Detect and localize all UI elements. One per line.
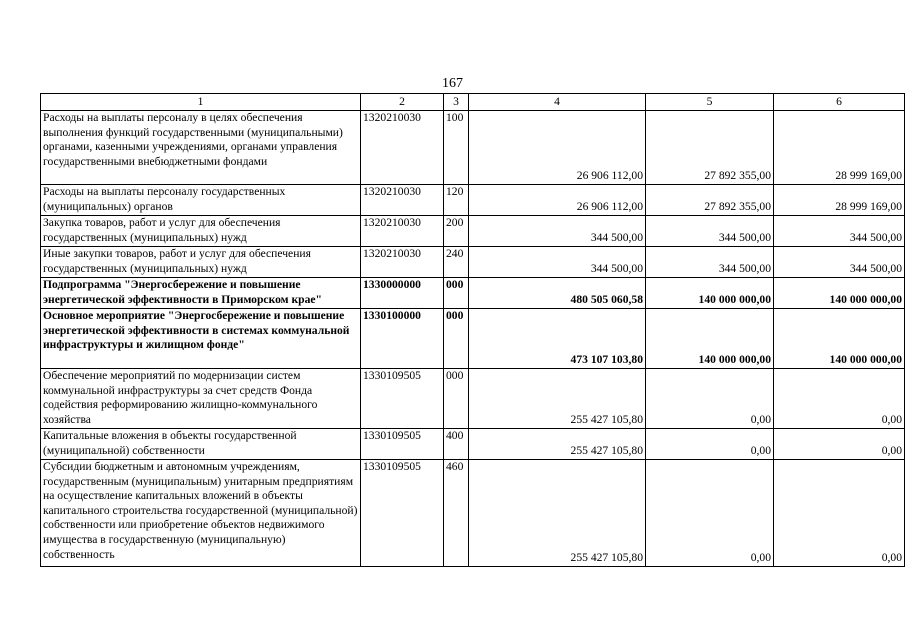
row-name-cell: Обеспечение мероприятий по модернизации систем коммунальной инфраструктуры за счет средств Фонда содействия реформированию жилищно-коммунального хозяйства <box>41 369 361 429</box>
row-code-cell: 1320210030 <box>361 216 444 247</box>
table-row <box>41 185 905 216</box>
row-value-2019-cell: 344 500,00 <box>469 247 646 278</box>
row-value-2021-cell: 28 999 169,00 <box>774 185 905 216</box>
row-value-2019-cell: 480 505 060,58 <box>469 278 646 309</box>
row-name-cell: Иные закупки товаров, работ и услуг для обеспечения государственных (муниципальных) нужд <box>41 247 361 278</box>
row-code-cell: 1330109505 <box>361 460 444 567</box>
row-value-2019-cell: 26 906 112,00 <box>469 111 646 185</box>
row-type-cell: 000 <box>444 278 469 309</box>
table-header-row <box>41 94 905 111</box>
row-value-2021-cell: 0,00 <box>774 460 905 567</box>
row-value-2020-cell: 27 892 355,00 <box>646 185 774 216</box>
column-header: 3 <box>444 94 469 111</box>
row-value-2019-cell: 255 427 105,80 <box>469 460 646 567</box>
row-value-2021-cell: 344 500,00 <box>774 247 905 278</box>
row-code-cell: 1330100000 <box>361 309 444 369</box>
row-type-cell: 000 <box>444 309 469 369</box>
column-header: 1 <box>41 94 361 111</box>
column-header: 5 <box>646 94 774 111</box>
row-value-2019-cell: 344 500,00 <box>469 216 646 247</box>
row-value-2021-cell: 0,00 <box>774 369 905 429</box>
row-value-2019-cell: 473 107 103,80 <box>469 309 646 369</box>
table-row <box>41 369 905 429</box>
table-row <box>41 247 905 278</box>
row-value-2020-cell: 27 892 355,00 <box>646 111 774 185</box>
row-name-cell: Подпрограмма "Энергосбережение и повышение энергетической эффективности в Приморском крае" <box>41 278 361 309</box>
row-name-cell: Расходы на выплаты персоналу государственных (муниципальных) органов <box>41 185 361 216</box>
row-value-2020-cell: 0,00 <box>646 429 774 460</box>
table-row <box>41 216 905 247</box>
row-value-2021-cell: 28 999 169,00 <box>774 111 905 185</box>
table-row <box>41 309 905 369</box>
row-value-2020-cell: 0,00 <box>646 369 774 429</box>
row-name-cell: Основное мероприятие "Энергосбережение и повышение энергетической эффективности в системах коммунальной инфраструктуры и жилищном фонде" <box>41 309 361 369</box>
row-code-cell: 1330000000 <box>361 278 444 309</box>
column-header: 6 <box>774 94 905 111</box>
row-type-cell: 000 <box>444 369 469 429</box>
column-header: 2 <box>361 94 444 111</box>
column-header: 4 <box>469 94 646 111</box>
row-value-2019-cell: 255 427 105,80 <box>469 429 646 460</box>
row-value-2020-cell: 344 500,00 <box>646 247 774 278</box>
row-value-2019-cell: 255 427 105,80 <box>469 369 646 429</box>
row-code-cell: 1330109505 <box>361 369 444 429</box>
row-type-cell: 460 <box>444 460 469 567</box>
row-code-cell: 1320210030 <box>361 185 444 216</box>
row-code-cell: 1330109505 <box>361 429 444 460</box>
row-type-cell: 400 <box>444 429 469 460</box>
row-value-2021-cell: 0,00 <box>774 429 905 460</box>
row-type-cell: 100 <box>444 111 469 185</box>
row-name-cell: Расходы на выплаты персоналу в целях обеспечения выполнения функций государственными (муниципальными) органами, казенными учреждениями, органами управления государственными внебюджетными фондами <box>41 111 361 185</box>
row-value-2021-cell: 140 000 000,00 <box>774 278 905 309</box>
row-value-2019-cell: 26 906 112,00 <box>469 185 646 216</box>
row-value-2020-cell: 0,00 <box>646 460 774 567</box>
table-row <box>41 429 905 460</box>
row-value-2021-cell: 344 500,00 <box>774 216 905 247</box>
table-row <box>41 278 905 309</box>
page-number: 167 <box>442 76 463 91</box>
table-row <box>41 460 905 567</box>
row-name-cell: Капитальные вложения в объекты государственной (муниципальной) собственности <box>41 429 361 460</box>
row-code-cell: 1320210030 <box>361 111 444 185</box>
row-value-2020-cell: 344 500,00 <box>646 216 774 247</box>
row-value-2020-cell: 140 000 000,00 <box>646 309 774 369</box>
row-name-cell: Закупка товаров, работ и услуг для обеспечения государственных (муниципальных) нужд <box>41 216 361 247</box>
row-value-2020-cell: 140 000 000,00 <box>646 278 774 309</box>
row-type-cell: 120 <box>444 185 469 216</box>
row-value-2021-cell: 140 000 000,00 <box>774 309 905 369</box>
row-type-cell: 240 <box>444 247 469 278</box>
row-type-cell: 200 <box>444 216 469 247</box>
budget-table <box>40 93 905 567</box>
table-row <box>41 111 905 185</box>
row-name-cell: Субсидии бюджетным и автономным учреждениям, государственным (муниципальным) унитарным предприятиям на осуществление капитальных вложений в объекты капитального строительства государственной (муниципальной) собственности или приобретение объектов недвижимого имущества в государственную (муниципальную) собственность <box>41 460 361 567</box>
row-code-cell: 1320210030 <box>361 247 444 278</box>
